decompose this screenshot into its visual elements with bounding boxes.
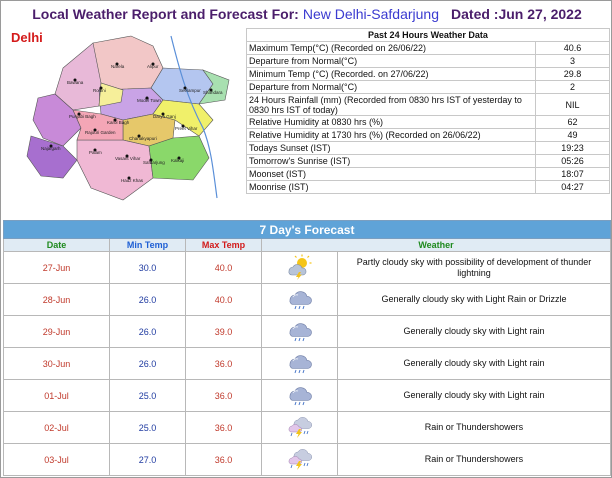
- forecast-date: 30-Jun: [4, 348, 110, 380]
- thundershower-icon: [262, 446, 337, 474]
- forecast-weather-text: Rain or Thundershowers: [338, 444, 611, 476]
- forecast-weather-icon-cell: [262, 412, 338, 444]
- svg-text:Darya Ganj: Darya Ganj: [153, 114, 176, 119]
- past-row-value: 49: [536, 129, 610, 142]
- past-row-label: 24 Hours Rainfall (mm) (Recorded from 0830 hrs IST of yesterday to 0830 hrs IST of today): [247, 94, 536, 116]
- forecast-row: [4, 412, 611, 444]
- thundershower-icon: [262, 414, 337, 442]
- svg-text:Safdarjung: Safdarjung: [143, 160, 165, 165]
- svg-text:Model Town: Model Town: [137, 98, 161, 103]
- svg-text:Najafgarh: Najafgarh: [41, 146, 61, 151]
- col-header-max-temp: Max Temp: [186, 239, 262, 252]
- past-row-label: Maximum Temp(°C) (Recorded on 26/06/22): [247, 42, 536, 55]
- svg-text:Rohini: Rohini: [93, 88, 106, 93]
- past-24h-table: [246, 28, 610, 194]
- past-row-value: 19:23: [536, 142, 610, 155]
- forecast-max-temp: 40.0: [186, 252, 262, 284]
- forecast-min-temp: 30.0: [110, 252, 186, 284]
- report-title: Local Weather Report and Forecast For:: [32, 6, 299, 22]
- forecast-row: [4, 316, 611, 348]
- past-24h-caption: Past 24 Hours Weather Data: [247, 29, 610, 42]
- forecast-min-temp: 25.0: [110, 380, 186, 412]
- forecast-date: 03-Jul: [4, 444, 110, 476]
- forecast-weather-icon-cell: [262, 284, 338, 316]
- cloud-rain-icon: [262, 318, 337, 346]
- forecast-weather-text: Partly cloudy sky with possibility of development of thunder lightning: [338, 252, 611, 284]
- cloud-rain-icon: [262, 350, 337, 378]
- svg-text:Rajouri Garden: Rajouri Garden: [85, 130, 116, 135]
- past-row-label: Todays Sunset (IST): [247, 142, 536, 155]
- past-row: [247, 55, 610, 68]
- past-row: [247, 142, 610, 155]
- past-row-value: 18:07: [536, 168, 610, 181]
- svg-text:Palam: Palam: [89, 150, 102, 155]
- forecast-min-temp: 25.0: [110, 412, 186, 444]
- svg-text:Vasant Vihar: Vasant Vihar: [115, 156, 141, 161]
- forecast-header-row: [4, 239, 611, 252]
- past-row: [247, 168, 610, 181]
- forecast-banner: 7 Day's Forecast: [4, 221, 611, 239]
- map-region-southwest: [27, 136, 77, 178]
- past-row: [247, 181, 610, 194]
- past-row-value: 40.6: [536, 42, 610, 55]
- past-row-label: Moonset (IST): [247, 168, 536, 181]
- svg-text:Hauz Khas: Hauz Khas: [121, 178, 144, 183]
- forecast-row: [4, 444, 611, 476]
- forecast-weather-text: Generally cloudy sky with Light rain: [338, 380, 611, 412]
- delhi-district-map: [3, 28, 245, 218]
- delhi-map-svg: [3, 28, 245, 218]
- forecast-max-temp: 36.0: [186, 444, 262, 476]
- past-row-label: Minimum Temp (°C) (Recorded. on 27/06/22): [247, 68, 536, 81]
- svg-text:Alipur: Alipur: [147, 64, 159, 69]
- forecast-weather-icon-cell: [262, 316, 338, 348]
- forecast-weather-icon-cell: [262, 252, 338, 284]
- past-row-label: Departure from Normal(°C): [247, 55, 536, 68]
- past-row-value: 04:27: [536, 181, 610, 194]
- forecast-min-temp: 26.0: [110, 348, 186, 380]
- forecast-row: [4, 252, 611, 284]
- forecast-max-temp: 36.0: [186, 380, 262, 412]
- forecast-weather-text: Generally cloudy sky with Light rain: [338, 316, 611, 348]
- past-row: [247, 94, 610, 116]
- past-row-value: 2: [536, 81, 610, 94]
- svg-text:Bawana: Bawana: [67, 80, 84, 85]
- station-name: New Delhi-Safdarjung: [302, 6, 440, 22]
- forecast-date: 27-Jun: [4, 252, 110, 284]
- map-title: Delhi: [11, 30, 43, 45]
- past-row-value: 62: [536, 116, 610, 129]
- cloud-rain-icon: [262, 286, 337, 314]
- forecast-max-temp: 36.0: [186, 348, 262, 380]
- map-region-south: [77, 140, 153, 200]
- past-row: [247, 42, 610, 55]
- past-row-label: Moonrise (IST): [247, 181, 536, 194]
- forecast-min-temp: 27.0: [110, 444, 186, 476]
- forecast-weather-text: Generally cloudy sky with Light rain: [338, 348, 611, 380]
- forecast-weather-icon-cell: [262, 348, 338, 380]
- past-row: [247, 68, 610, 81]
- svg-text:Preet Vihar: Preet Vihar: [175, 126, 198, 131]
- forecast-date: 29-Jun: [4, 316, 110, 348]
- past-row-value: 3: [536, 55, 610, 68]
- forecast-row: [4, 380, 611, 412]
- past-row: [247, 81, 610, 94]
- past-row: [247, 129, 610, 142]
- forecast-weather-text: Rain or Thundershowers: [338, 412, 611, 444]
- forecast-min-temp: 26.0: [110, 316, 186, 348]
- forecast-date: 02-Jul: [4, 412, 110, 444]
- past-row-label: Departure from Normal(°C): [247, 81, 536, 94]
- col-header-weather: Weather: [262, 239, 611, 252]
- forecast-row: [4, 284, 611, 316]
- svg-text:Chanakyapuri: Chanakyapuri: [129, 136, 157, 141]
- report-date: Dated :Jun 27, 2022: [451, 6, 582, 22]
- seven-day-forecast-table: [3, 220, 611, 476]
- past-row-label: Relative Humidity at 0830 hrs (%): [247, 116, 536, 129]
- svg-text:Seelampur: Seelampur: [179, 88, 201, 93]
- col-header-min-temp: Min Temp: [110, 239, 186, 252]
- forecast-min-temp: 26.0: [110, 284, 186, 316]
- svg-text:Shahdara: Shahdara: [203, 90, 223, 95]
- forecast-max-temp: 39.0: [186, 316, 262, 348]
- forecast-date: 28-Jun: [4, 284, 110, 316]
- forecast-weather-icon-cell: [262, 444, 338, 476]
- past-row: [247, 155, 610, 168]
- past-row-value: 05:26: [536, 155, 610, 168]
- forecast-row: [4, 348, 611, 380]
- svg-text:Narela: Narela: [111, 64, 125, 69]
- past-row-value: 29.8: [536, 68, 610, 81]
- forecast-body: [4, 252, 611, 476]
- forecast-weather-text: Generally cloudy sky with Light Rain or Drizzle: [338, 284, 611, 316]
- svg-text:Karol Bagh: Karol Bagh: [107, 120, 130, 125]
- partly-cloudy-thunder-icon: [262, 254, 337, 282]
- cloud-rain-icon: [262, 382, 337, 410]
- forecast-max-temp: 36.0: [186, 412, 262, 444]
- forecast-weather-icon-cell: [262, 380, 338, 412]
- svg-text:Punjabi Bagh: Punjabi Bagh: [69, 114, 96, 119]
- report-header: [1, 1, 612, 27]
- forecast-date: 01-Jul: [4, 380, 110, 412]
- past-row-label: Relative Humidity at 1730 hrs (%) (Recorded on 26/06/22): [247, 129, 536, 142]
- svg-text:Kalkaji: Kalkaji: [171, 158, 185, 163]
- forecast-max-temp: 40.0: [186, 284, 262, 316]
- past-row-label: Tomorrow's Sunrise (IST): [247, 155, 536, 168]
- past-row-value: NIL: [536, 94, 610, 116]
- past-row: [247, 116, 610, 129]
- col-header-date: Date: [4, 239, 110, 252]
